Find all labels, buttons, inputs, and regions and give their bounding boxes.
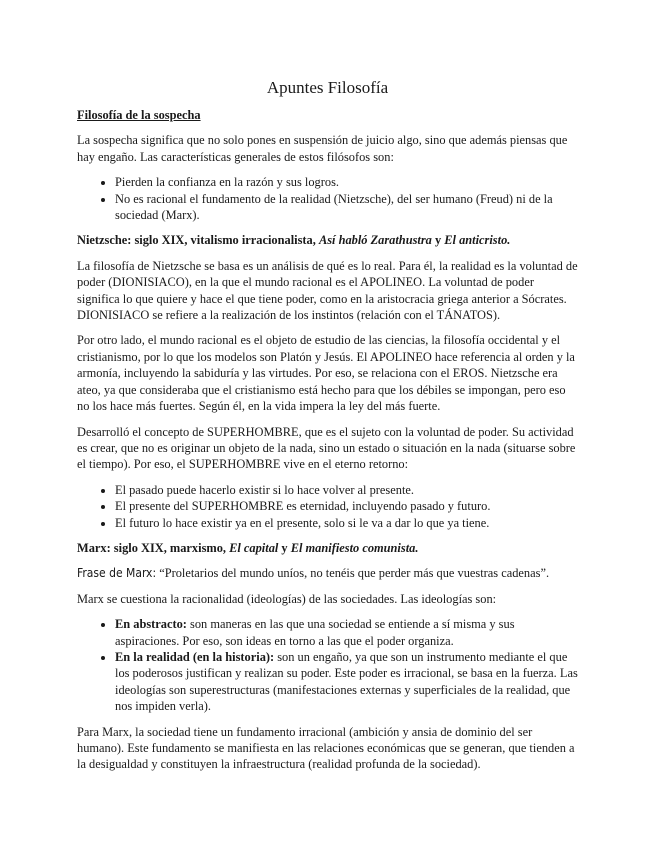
list-item: • El futuro lo hace existir ya en el presente, solo si le va a dar lo que ya tiene. <box>115 515 578 531</box>
list-item <box>115 616 578 649</box>
quote-text: “Proletarios del mundo uníos, no tenéis que perder más que vuestras cadenas”. <box>156 566 550 581</box>
term-text: son maneras en las que una sociedad se entiende a sí misma y sus aspiraciones. Por eso, son ideas en torno a las que el poder organiza. <box>115 617 515 648</box>
list-item: • No es racional el fundamento de la realidad (Nietzsche), del ser humano (Freud) ni de la sociedad (Marx). <box>115 191 578 224</box>
quote-label: Frase de Marx: <box>77 566 157 581</box>
paragraph-sospecha-intro: La sospecha significa que no solo pones en suspensión de juicio algo, sino que además piensas que hay engaño. Las características generales de estos filósofos son: <box>77 133 568 164</box>
term-label: En abstracto: <box>115 617 187 632</box>
heading-text: Marx: siglo XIX, marxismo, <box>77 540 230 555</box>
heading-text: Nietzsche: siglo XIX, vitalismo irracionalista, <box>77 233 319 248</box>
section-heading-marx <box>77 540 578 556</box>
paragraph-nietzsche-1: La filosofía de Nietzsche se basa es un análisis de qué es lo real. Para él, la realidad es la voluntad de poder (DIONISIACO), en la que el mundo racional es el APOLINEO. La voluntad de poder significa lo que quiere y hace el que tiene poder, como en la aristocracia griega anterior a Sócrates. DIONISIACO se refiere a la realización de los instintos (relación con el TÁNATOS). <box>77 258 578 323</box>
paragraph-marx-1: Marx se cuestiona la racionalidad (ideologías) de las sociedades. Las ideologías son: <box>77 591 497 606</box>
paragraph-nietzsche-2: Por otro lado, el mundo racional es el objeto de estudio de las ciencias, la filosofía occidental y el cristianismo, por lo que los modelos son Platón y Jesús. El APOLINEO hace referencia al orden y la armonía, incluyendo la sabiduría y las virtudes. Por eso, se relaciona con el EROS. Nietzsche era ateo, ya que consideraba que el cristianismo está hecho para que los débiles se impongan, pero eso no los hace más fuertes. Según él, en la vida impera la ley del más fuerte. <box>77 333 575 414</box>
list-item: • Pierden la confianza en la razón y sus logros. <box>115 174 578 190</box>
book-title: El capital <box>229 540 279 555</box>
list-item <box>115 649 578 715</box>
paragraph-marx-2: Para Marx, la sociedad tiene un fundamento irracional (ambición y ansia de dominio del ser humano). Este fundamento se manifiesta en las relaciones económicas que se generan, que tienden a la desigualdad y constituyen la infraestructura (realidad profunda de la sociedad). <box>77 724 575 772</box>
book-title: El manifiesto comunista. <box>290 540 419 555</box>
list-item: • El pasado puede hacerlo existir si lo hace volver al presente. <box>115 482 578 498</box>
page-title: Apuntes Filosofía <box>266 78 389 97</box>
heading-text: y <box>278 540 291 555</box>
list-item: • El presente del SUPERHOMBRE es eternidad, incluyendo pasado y futuro. <box>115 498 578 514</box>
bullet-list-eterno-retorno <box>77 482 578 531</box>
book-title: El anticristo. <box>444 233 511 248</box>
quote-paragraph <box>77 565 578 581</box>
bullet-list-ideologias <box>77 616 578 714</box>
section-heading-nietzsche <box>77 232 578 248</box>
heading-text: y <box>431 233 445 248</box>
paragraph-nietzsche-3: Desarrolló el concepto de SUPERHOMBRE, que es el sujeto con la voluntad de poder. Su actividad es crear, que no es originar un objeto de la nada, sino un estado o situación en la nada (situarse sobre el tiempo). Por eso, el SUPERHOMBRE vive en el eterno retorno: <box>77 424 576 472</box>
term-label: En la realidad (en la historia): <box>115 649 275 664</box>
book-title: Así habló Zarathustra <box>318 233 432 248</box>
bullet-list-sospecha <box>77 174 578 223</box>
term-text: son un engaño, ya que son un instrumento mediante el que los poderosos justifican y realizan su poder. Este poder es irracional, se basa en la fuerza. Las ideologías son superestructuras (manifestaciones externas y superficiales de la realidad, que nos impiden verla). <box>115 649 578 714</box>
section-heading-sospecha: Filosofía de la sospecha <box>77 108 201 122</box>
